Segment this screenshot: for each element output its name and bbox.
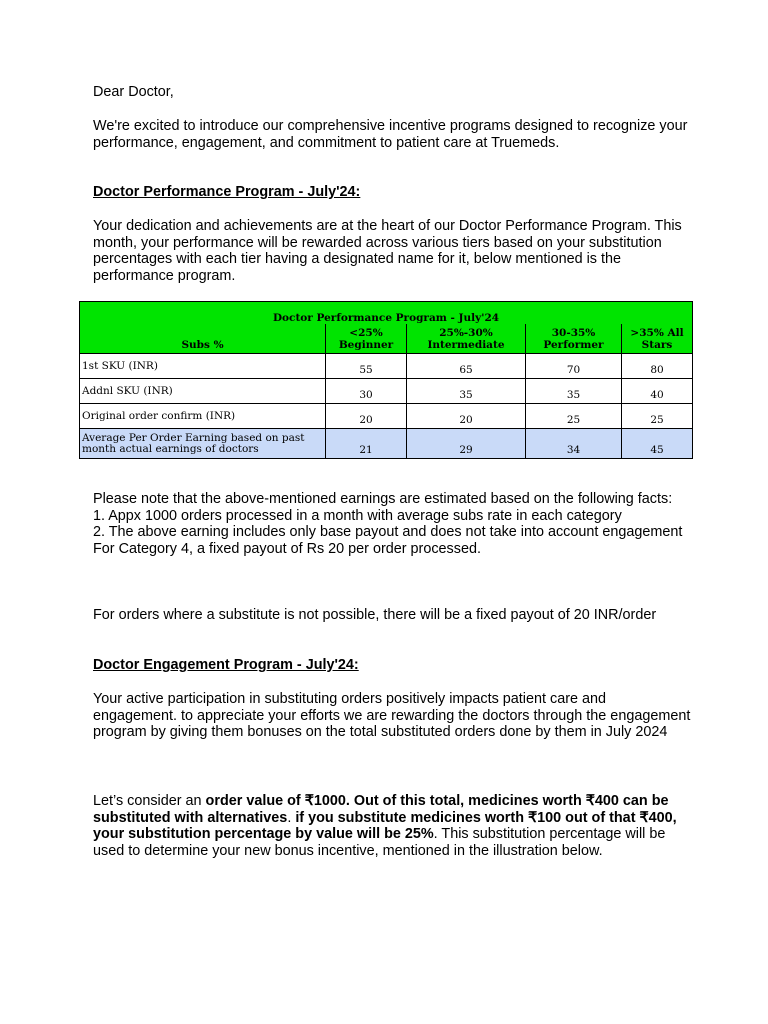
intro-paragraph: We're excited to introduce our comprehensive incentive programs designed to recognize your performance, engagement, and commitment to patient care at Truemeds. [93, 118, 688, 151]
tier-header-intermediate: 25%-30% Intermediate [407, 324, 526, 354]
tier-header-all-stars: >35% All Stars [622, 324, 693, 354]
table-cell: 20 [326, 404, 407, 429]
row-label: Average Per Order Earning based on past month actual earnings of doctors [80, 429, 326, 459]
table-cell: 25 [526, 404, 622, 429]
table-row [80, 354, 693, 379]
table-cell: 65 [407, 354, 526, 379]
table-cell: 80 [622, 354, 693, 379]
table-row-average-earning [80, 429, 693, 459]
table-cell: 70 [526, 354, 622, 379]
row-label: 1st SKU (INR) [80, 354, 326, 379]
tier-header-performer: 30-35% Performer [526, 324, 622, 354]
engagement-program-paragraph: Your active participation in substituting orders positively impacts patient care and engagement. to appreciate your efforts we are rewarding the doctors through the engagement program by giving them bonuses on the total substituted orders done by them in July 2024 [93, 691, 691, 740]
table-row [80, 404, 693, 429]
row-label: Original order confirm (INR) [80, 404, 326, 429]
table-cell: 20 [407, 404, 526, 429]
table-cell: 34 [526, 429, 622, 459]
table-row [80, 379, 693, 404]
performance-tier-table [79, 301, 693, 459]
table-cell: 40 [622, 379, 693, 404]
engagement-program-heading: Doctor Engagement Program - July'24: [93, 657, 359, 673]
table-cell: 55 [326, 354, 407, 379]
table-cell: 21 [326, 429, 407, 459]
salutation: Dear Doctor, [93, 84, 174, 100]
substitution-example: Let’s consider an order value of ₹1000. Out of this total, medicines worth ₹400 can be substituted with alternatives. if you substitute medicines worth ₹100 out of that ₹400, your substitution percentage by value will be 25%. This substitution percentage will be used to determine your new bonus incentive, mentioned in the illustration below. [93, 793, 677, 859]
note-line: 1. Appx 1000 orders processed in a month with average subs rate in each category [93, 507, 622, 524]
table-title: Doctor Performance Program - July'24 [80, 302, 693, 325]
performance-program-paragraph: Your dedication and achievements are at the heart of our Doctor Performance Program. This month, your performance will be rewarded across various tiers based on your substitution percentages with each tier having a designated name for it, below mentioned is the performance program. [93, 218, 682, 284]
row-label: Addnl SKU (INR) [80, 379, 326, 404]
tier-header-beginner: <25% Beginner [326, 324, 407, 354]
table-cell: 29 [407, 429, 526, 459]
subs-header: Subs % [80, 324, 326, 354]
note-line: 2. The above earning includes only base payout and does not take into account engagement [93, 524, 683, 540]
no-substitute-note: For orders where a substitute is not possible, there will be a fixed payout of 20 INR/order [93, 607, 657, 623]
table-cell: 25 [622, 404, 693, 429]
earnings-note [93, 491, 693, 557]
note-line: For Category 4, a fixed payout of Rs 20 per order processed. [93, 540, 481, 557]
table-cell: 30 [326, 379, 407, 404]
note-line: Please note that the above-mentioned earnings are estimated based on the following facts: [93, 491, 673, 507]
table-cell: 45 [622, 429, 693, 459]
table-cell: 35 [526, 379, 622, 404]
performance-program-heading: Doctor Performance Program - July'24: [93, 184, 361, 200]
table-cell: 35 [407, 379, 526, 404]
